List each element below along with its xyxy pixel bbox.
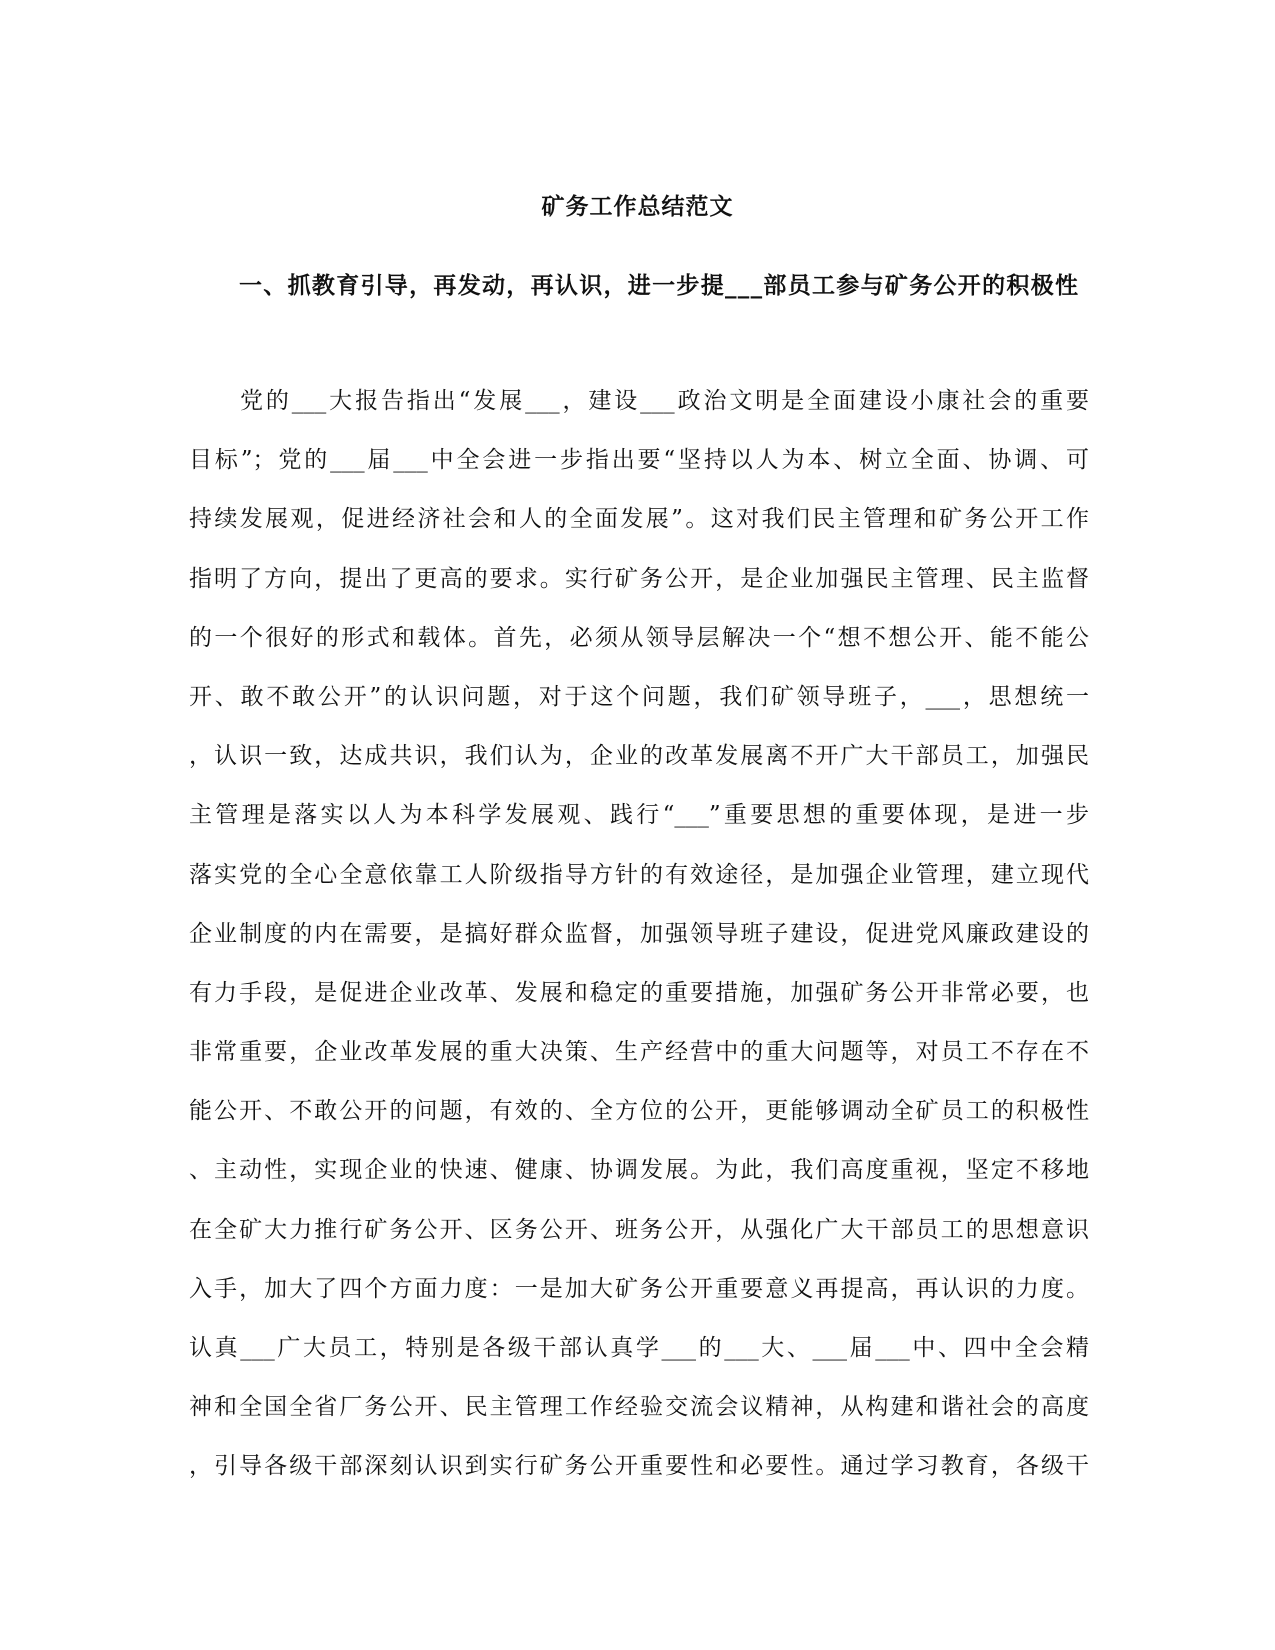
paragraph-line: 党的___大报告指出“发展___，建设___政治文明是全面建设小康社会的重要 (240, 388, 1089, 414)
section-heading: 一、抓教育引导，再发动，再认识，进一步提___部员工参与矿务公开的积极性 (239, 272, 1080, 299)
paragraph-line: 能公开、不敢公开的问题，有效的、全方位的公开，更能够调动全矿员工的积极性 (189, 1098, 1089, 1125)
paragraph-line: 非常重要，企业改革发展的重大决策、生产经营中的重大问题等，对员工不存在不 (189, 1039, 1089, 1066)
paragraph-line: ，引导各级干部深刻认识到实行矿务公开重要性和必要性。通过学习教育，各级干 (189, 1453, 1089, 1480)
paragraph-line: 主管理是落实以人为本科学发展观、践行“___”重要思想的重要体现，是进一步 (189, 802, 1089, 829)
paragraph-line: 目标”；党的___届___中全会进一步指出要“坚持以人为本、树立全面、协调、可 (189, 447, 1089, 474)
paragraph-line: 认真___广大员工，特别是各级干部认真学___的___大、___届___中、四中全会精 (189, 1335, 1089, 1361)
paragraph-line: 指明了方向，提出了更高的要求。实行矿务公开，是企业加强民主管理、民主监督 (189, 565, 1089, 592)
paragraph-line: ，认识一致，达成共识，我们认为，企业的改革发展离不开广大干部员工，加强民 (189, 743, 1089, 770)
paragraph-line: 、主动性，实现企业的快速、健康、协调发展。为此，我们高度重视，坚定不移地 (189, 1157, 1089, 1184)
paragraph-line: 有力手段，是促进企业改革、发展和稳定的重要措施，加强矿务公开非常必要，也 (189, 979, 1089, 1006)
paragraph-line: 的一个很好的形式和载体。首先，必须从领导层解决一个“想不想公开、能不能公 (189, 624, 1089, 651)
paragraph-line: 神和全国全省厂务公开、民主管理工作经验交流会议精神，从构建和谐社会的高度 (189, 1394, 1089, 1421)
paragraph-line: 持续发展观，促进经济社会和人的全面发展”。这对我们民主管理和矿务公开工作 (189, 506, 1089, 533)
paragraph-line: 开、敢不敢公开”的认识问题，对于这个问题，我们矿领导班子，___，思想统一 (189, 683, 1089, 710)
paragraph-line: 入手，加大了四个方面力度：一是加大矿务公开重要意义再提高，再认识的力度。 (189, 1275, 1089, 1302)
body-paragraph (189, 372, 1089, 1497)
paragraph-line: 企业制度的内在需要，是搞好群众监督，加强领导班子建设，促进党风廉政建设的 (189, 920, 1089, 947)
paragraph-line: 在全矿大力推行矿务公开、区务公开、班务公开，从强化广大干部员工的思想意识 (189, 1216, 1089, 1243)
document-title: 矿务工作总结范文 (541, 193, 734, 220)
paragraph-line: 落实党的全心全意依靠工人阶级指导方针的有效途径，是加强企业管理，建立现代 (189, 861, 1089, 888)
